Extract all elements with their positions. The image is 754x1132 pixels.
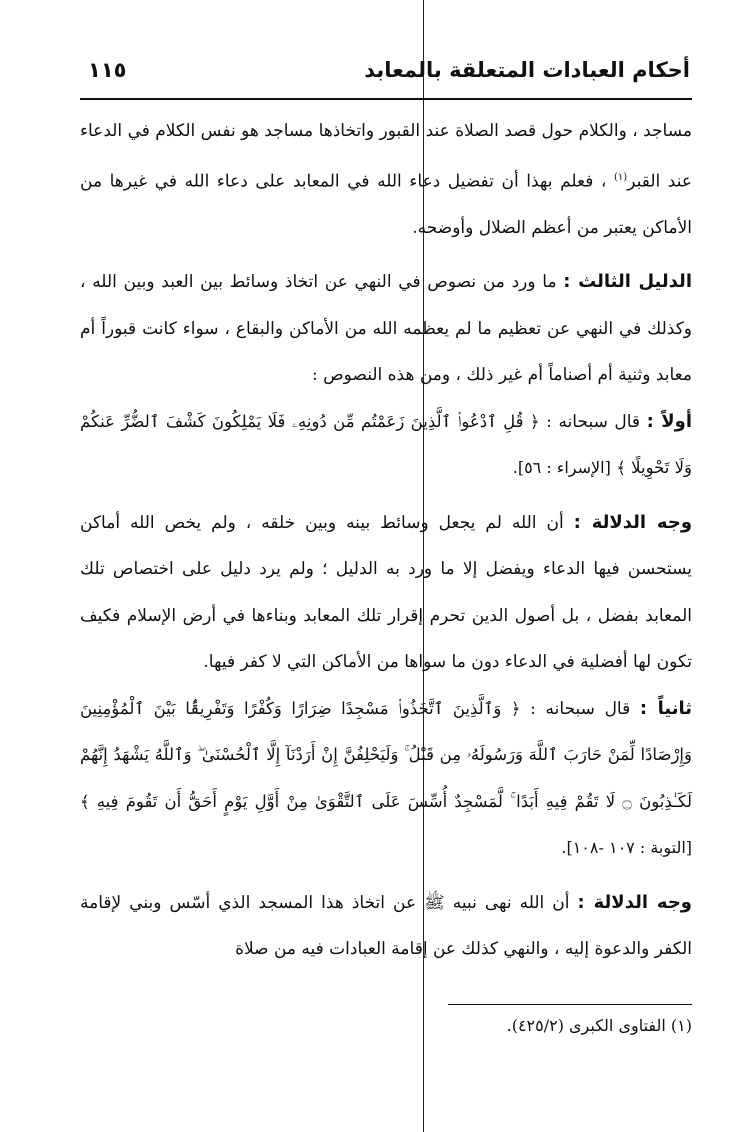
footnote: (١) الفتاوى الكبرى (٤٢٥/٢). xyxy=(506,1016,692,1035)
page-number: ١١٥ xyxy=(88,58,127,82)
quran-verse: ﴿ وَٱلَّذِينَ ٱتَّخَذُوا۟ مَسْجِدًا ضِرَارًا وَكُفْرًا وَتَفْرِيقًۢا بَيْنَ ٱلْمُؤْمِنِينَ وَإِرْصَادًا لِّمَنْ حَارَبَ ٱللَّهَ وَرَسُولَهُۥ مِن قَبْلُ ۚ وَلَيَحْلِفُنَّ إِنْ أَرَدْنَآ إِلَّا ٱلْحُسْنَىٰ ۖ وَٱللَّهُ يَشْهَدُ إِنَّهُمْ لَكَـٰذِبُونَ ۝ لَا تَقُمْ فِيهِ أَبَدًا ۚ لَّمَسْجِدٌ أُسِّسَ عَلَى ٱلتَّقْوَىٰ مِنْ أَوَّلِ يَوْمٍ أَحَقُّ أَن تَقُومَ فِيهِ ﴾ xyxy=(80,698,692,811)
paragraph-second-verse xyxy=(80,686,692,872)
section-label: وجه الدلالة : xyxy=(577,891,692,913)
paragraph-text: ، فعلم بهذا أن تفضيل دعاء الله في المعابد على دعاء الله في غيرها من الأماكن يعتبر من أعظم الضلال وأوضحه. xyxy=(80,171,692,238)
paragraph-text: مساجد ، والكلام حول قصد الصلاة عند القبور واتخاذها مساجد هو نفس الكلام في الدعاء عند القبر xyxy=(80,121,692,192)
verse-reference: [الإسراء : ٥٦]. xyxy=(512,458,611,478)
verse-reference: [التوبة : ١٠٧ -١٠٨]. xyxy=(561,838,692,858)
footnote-marker: (١) xyxy=(614,171,628,183)
body-text xyxy=(80,108,692,973)
section-label: وجه الدلالة : xyxy=(573,511,693,533)
running-header-title: أحكام العبادات المتعلقة بالمعابد xyxy=(364,58,690,82)
paragraph-first-inference xyxy=(80,500,692,686)
paragraph-text: أن الله نهى نبيه ﷺ عن اتخاذ هذا المسجد الذي أسّس وبني لإقامة الكفر والدعوة إليه ، والنهي كذلك عن إقامة العبادات فيه من صلاة xyxy=(80,892,692,960)
section-label: ثانياً : xyxy=(639,697,692,719)
quran-verse: ﴿ قُلِ ٱدْعُوا۟ ٱلَّذِينَ زَعَمْتُم مِّن دُونِهِۦ فَلَا يَمْلِكُونَ كَشْفَ ٱلضُّرِّ عَنكُمْ وَلَا تَحْوِيلًا ﴾ xyxy=(80,411,692,478)
paragraph-third-evidence xyxy=(80,259,692,399)
paragraph-intro xyxy=(80,108,692,251)
header-divider xyxy=(80,98,692,100)
paragraph-text: قال سبحانه : xyxy=(546,411,641,432)
paragraph-second-inference xyxy=(80,880,692,973)
section-label: أولاً : xyxy=(646,410,692,432)
footnote-divider xyxy=(448,1004,692,1005)
section-label: الدليل الثالث : xyxy=(563,271,692,293)
paragraph-text: ما ورد من نصوص في النهي عن اتخاذ وسائط بين العبد وبين الله ، وكذلك في النهي عن تعظيم ما لم يعظمه الله من الأماكن والبقاع ، سواء كانت قبوراً أم معابد وثنية أم أصناماً أم غير ذلك ، ومن هذه النصوص : xyxy=(80,272,692,386)
paragraph-text: أن الله لم يجعل وسائط بينه وبين خلقه ، ولم يخص الله أماكن يستحسن فيها الدعاء ويفضل إلا ما ورد به الدليل ؛ ولم يرد دليل على اختصاص تلك المعابد بفضل ، بل أصول الدين تحرم إقرار تلك المعابد وبناءها في أرض الإسلام فكيف تكون لها أفضلية في الدعاء دون ما سواها من الأماكن التي لا كفر فيها. xyxy=(80,512,692,673)
paragraph-first-verse xyxy=(80,399,692,492)
paragraph-text: قال سبحانه : xyxy=(530,698,631,719)
